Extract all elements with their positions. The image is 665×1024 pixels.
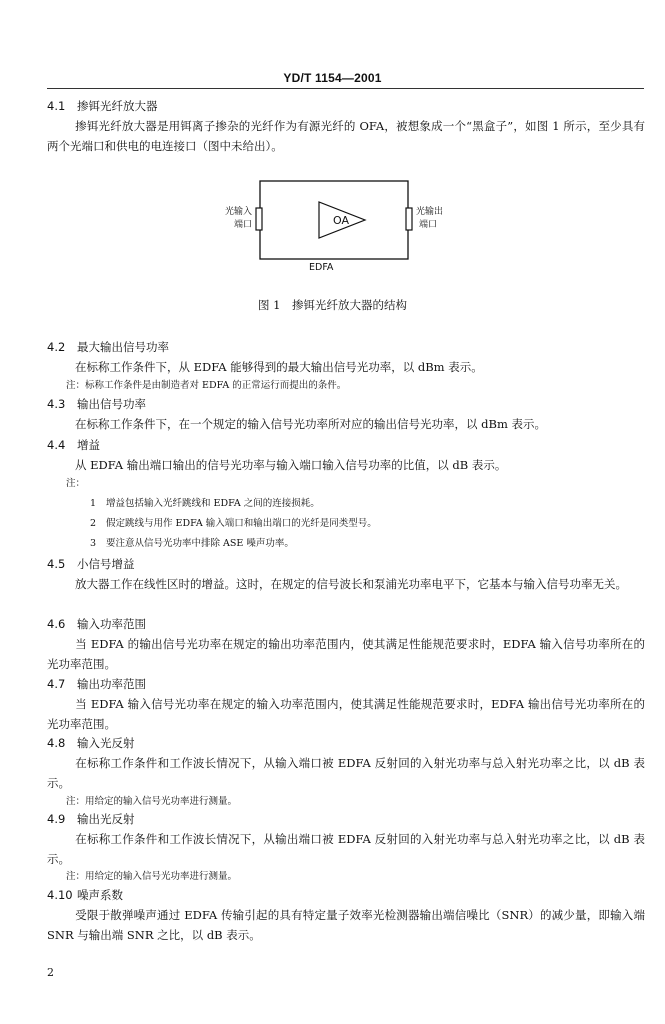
section-title: 掺铒光纤放大器	[77, 99, 158, 113]
section-title: 增益	[77, 438, 100, 452]
note-item-number: 2	[90, 518, 97, 529]
section-title: 噪声系数	[77, 888, 123, 902]
section-title: 小信号增益	[77, 557, 135, 571]
section-title: 输入功率范围	[77, 617, 146, 631]
section-heading-4-2	[47, 340, 169, 354]
note-4-4-item	[90, 538, 294, 550]
section-heading-4-7	[47, 677, 146, 691]
paragraph-text: 在标称工作条件下，在一个规定的输入信号光功率所对应的输出信号光功率，以 dBm 表示。	[75, 417, 547, 431]
amplifier-label: OA	[333, 214, 349, 227]
section-number: 4.2	[47, 340, 66, 354]
paragraph-text: 在标称工作条件和工作波长情况下，从输出端口被 EDFA 反射回的入射光功率与总入射光功率之比，以 dB 表示。	[47, 832, 645, 866]
paragraph-4-8	[47, 753, 645, 793]
output-port-label-line2: 端口	[419, 220, 438, 230]
note-4-9: 注：用给定的输入信号光功率进行测量。	[66, 871, 238, 882]
input-port	[256, 208, 262, 230]
section-title: 输出功率范围	[77, 677, 146, 691]
note-item-text: 假定跳线与用作 EDFA 输入端口和输出端口的光纤是同类型号。	[106, 518, 377, 529]
page-number: 2	[47, 966, 54, 979]
output-port	[406, 208, 412, 230]
section-title: 输出信号功率	[77, 397, 146, 411]
section-number: 4.1	[47, 99, 66, 113]
section-heading-4-4	[47, 438, 100, 452]
note-4-8: 注：用给定的输入信号光功率进行测量。	[66, 796, 238, 807]
output-port-label-line1: 光输出	[416, 207, 444, 217]
section-number: 4.10	[47, 888, 73, 902]
paragraph-4-2	[47, 357, 645, 377]
paragraph-text: 在标称工作条件和工作波长情况下，从输入端口被 EDFA 反射回的入射光功率与总入射光功率之比，以 dB 表示。	[47, 756, 645, 790]
paragraph-4-10	[47, 905, 645, 945]
paragraph-4-9	[47, 829, 645, 869]
figure-caption: 图 1 掺铒光纤放大器的结构	[258, 298, 407, 312]
note-item-text: 要注意从信号光功率中排除 ASE 噪声功率。	[106, 538, 294, 549]
paragraph-4-5	[47, 574, 645, 594]
note-4-4-item	[90, 518, 377, 530]
section-number: 4.8	[47, 736, 66, 750]
paragraph-4-6	[47, 634, 645, 674]
section-number: 4.5	[47, 557, 66, 571]
section-heading-4-5	[47, 557, 135, 571]
note-4-2: 注：标称工作条件是由制造者对 EDFA 的正常运行而提出的条件。	[66, 380, 347, 391]
note-item-text: 增益包括输入光纤跳线和 EDFA 之间的连接损耗。	[106, 498, 320, 509]
header-rule	[47, 88, 644, 89]
page-header-standard-number: YD/T 1154—2001	[283, 71, 382, 85]
section-heading-4-1	[47, 99, 158, 113]
note-4-4-label: 注：	[66, 478, 86, 489]
section-title: 最大输出信号功率	[77, 340, 169, 354]
section-number: 4.7	[47, 677, 66, 691]
section-title: 输入光反射	[77, 736, 135, 750]
section-number: 4.6	[47, 617, 66, 631]
paragraph-text: 当 EDFA 输入信号光功率在规定的输入功率范围内，使其满足性能规范要求时，EDFA 输出信号光功率所在的光功率范围。	[47, 697, 645, 731]
paragraph-text: 受限于散弹噪声通过 EDFA 传输引起的具有特定量子效率光检测器输出端信噪比（SNR）的减少量，即输入端 SNR 与输出端 SNR 之比，以 dB 表示。	[47, 908, 645, 942]
section-number: 4.4	[47, 438, 66, 452]
section-heading-4-3	[47, 397, 146, 411]
section-heading-4-6	[47, 617, 146, 631]
note-item-number: 3	[90, 538, 97, 549]
paragraph-text: 放大器工作在线性区时的增益。这时，在规定的信号波长和泵浦光功率电平下，它基本与输入信号功率无关。	[75, 577, 627, 591]
section-title: 输出光反射	[77, 812, 135, 826]
edfa-label: EDFA	[309, 262, 334, 272]
section-number: 4.3	[47, 397, 66, 411]
input-port-label-line1: 光输入	[224, 207, 252, 217]
input-port-label-line2: 端口	[233, 220, 252, 230]
section-number: 4.9	[47, 812, 66, 826]
paragraph-text: 掺铒光纤放大器是用铒离子掺杂的光纤作为有源光纤的 OFA，被想象成一个“黑盒子”，如图 1 所示，至少具有两个光端口和供电的电连接口（图中未给出）。	[47, 119, 645, 153]
note-item-number: 1	[90, 498, 97, 509]
section-heading-4-10	[47, 888, 123, 902]
paragraph-text: 从 EDFA 输出端口输出的信号光功率与输入端口输入信号功率的比值，以 dB 表示。	[75, 458, 507, 472]
paragraph-4-7	[47, 694, 645, 734]
paragraph-4-3	[47, 414, 645, 434]
paragraph-4-4	[47, 455, 645, 475]
paragraph-4-1	[47, 116, 645, 156]
section-heading-4-9	[47, 812, 135, 826]
paragraph-text: 当 EDFA 的输出信号光功率在规定的输出功率范围内，使其满足性能规范要求时，EDFA 输入信号功率所在的光功率范围。	[47, 637, 645, 671]
note-4-4-item	[90, 498, 320, 510]
edfa-structure-diagram	[220, 176, 450, 272]
paragraph-text: 在标称工作条件下，从 EDFA 能够得到的最大输出信号光功率，以 dBm 表示。	[75, 360, 483, 374]
section-heading-4-8	[47, 736, 135, 750]
